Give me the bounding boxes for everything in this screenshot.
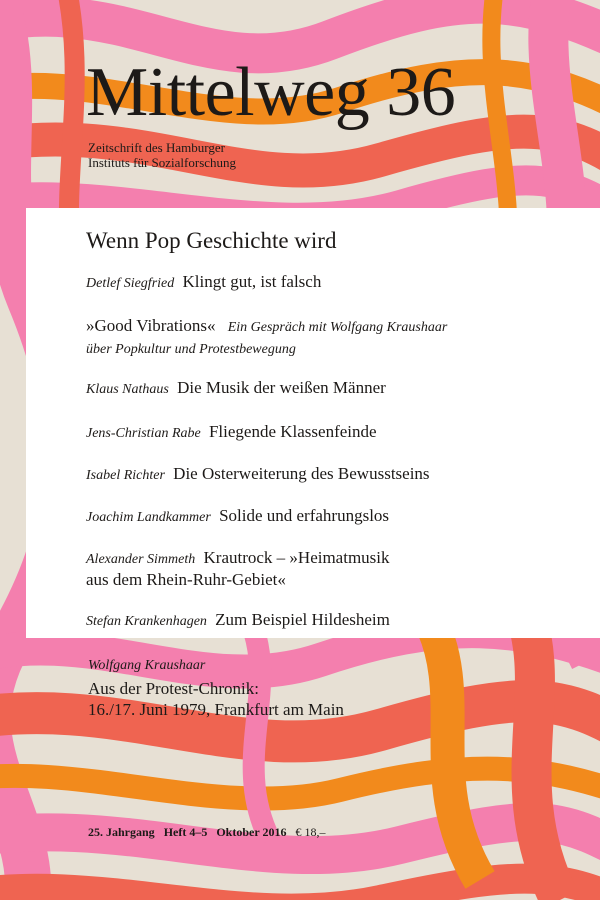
subtitle-line-2: Instituts für Sozialforschung (88, 155, 237, 170)
article-item (86, 422, 377, 444)
issue-volume: 25. Jahrgang (88, 825, 155, 839)
issue-info (88, 825, 331, 840)
article-title: Die Musik der weißen Männer (177, 378, 386, 397)
masthead-title: Mittelweg 36 (86, 54, 456, 131)
contents-panel (26, 208, 600, 638)
article-title: Die Osterweiterung des Bewusstseins (173, 464, 430, 483)
article-title: Krautrock – »Heimatmusik (203, 548, 390, 567)
article-item (86, 610, 390, 632)
article-item-interview (86, 316, 586, 360)
article-item (86, 506, 389, 528)
subtitle-line-1: Zeitschrift des Hamburger (88, 140, 225, 155)
masthead-subtitle (88, 140, 236, 170)
article-author: Detlef Siegfried (86, 276, 175, 291)
article-title-line-2: aus dem Rhein-Ruhr-Gebiet« (86, 570, 286, 589)
article-title: Fliegende Klassenfeinde (208, 422, 377, 441)
article-author: Klaus Nathaus (86, 382, 169, 397)
article-item (86, 378, 386, 400)
article-author: Alexander Simmeth (86, 552, 196, 567)
article-title: »Good Vibrations« (86, 316, 216, 335)
article-author: Joachim Landkammer (86, 510, 211, 525)
article-item (86, 272, 321, 294)
article-title: Zum Beispiel Hildesheim (215, 610, 390, 629)
chronicle-title-line-1: Aus der Protest-Chronik: (88, 679, 259, 698)
article-subtitle-line-1: Ein Gespräch mit Wolfgang Kraushaar (227, 320, 448, 335)
article-author: Jens-Christian Rabe (86, 426, 201, 441)
article-author: Isabel Richter (86, 468, 165, 483)
article-item (86, 464, 586, 486)
featured-chronicle (88, 658, 344, 720)
issue-theme-heading: Wenn Pop Geschichte wird (86, 228, 337, 253)
article-title: Klingt gut, ist falsch (182, 272, 322, 291)
article-subtitle-line-2: über Popkultur und Protestbewegung (86, 342, 296, 357)
chronicle-author: Wolfgang Kraushaar (88, 658, 206, 673)
article-title: Solide und erfahrungslos (219, 506, 390, 525)
issue-price: € 18,– (295, 825, 326, 839)
issue-date: Oktober 2016 (216, 825, 287, 839)
issue-number: Heft 4–5 (163, 825, 208, 839)
article-item (86, 548, 586, 590)
article-author: Stefan Krankenhagen (86, 614, 207, 629)
chronicle-title-line-2: 16./17. Juni 1979, Frankfurt am Main (88, 700, 344, 719)
